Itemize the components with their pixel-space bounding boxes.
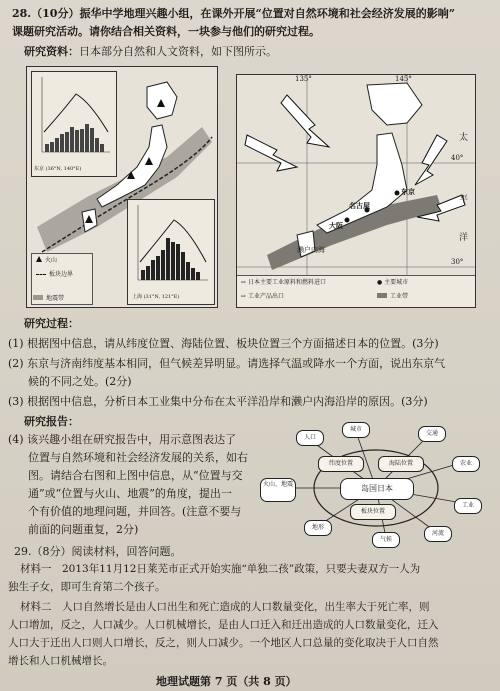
climate-chart-tokyo-svg [32,72,116,164]
temperature-curve [44,94,108,132]
question-4-line1: (4) 该兴趣小组在研究报告中，用示意图表达了 [8,433,237,446]
ocean-char-1: 太 [459,133,469,143]
diagram-inner-plate: 板块位置 [350,504,396,520]
q29-material1-line1: 材料一 2013年11月12日莱芜市正式开始实施“单独二孩”政策，只要夫妻双方一人为 [20,563,421,575]
diagram-outer-industry: 工业 [454,498,482,514]
q29-material2-line2: 人口增加，反之，人口减少。人口机械增长，是由人口迁入和迁出造成的人口数量变化，迁入 [8,619,439,631]
q29-material2-line1: 材料二 人口自然增长是由人口出生和死亡造成的人口数量变化，出生率大于死亡率，则 [20,601,430,613]
ocean-char-2: 平 [459,195,469,205]
q29-material2-line4: 增长和人口机械增长。 [8,655,113,667]
climate1-label: 东京 (36°N, 140°E) [34,166,82,172]
legend-import: 日本主要工业原料和燃料进口 [247,279,326,286]
page-footer: 地理试题第 7 页（共 8 页） [156,675,297,688]
lon-label-135: 135° [295,75,312,83]
report-title: 研究报告： [24,415,79,428]
climate-chart-tokyo [31,71,117,177]
volcano-legend-icon [36,256,42,262]
seismic-legend-icon [33,295,43,300]
climate2-label: 上海 (31°N, 121°E) [132,294,180,300]
diagram-outer-city: 城市 [342,422,370,438]
diagram-outer-volcano-earthquake: 火山、地震 [260,478,296,502]
import-arrow [281,95,329,147]
q29-material1-line2: 独生子女，即可生育第二个孩子。 [8,581,166,593]
concept-diagram [258,422,494,552]
question-4-line5: 个有价值的地理问题，并回答。(注意不要与 [28,505,242,518]
city-nagoya: 名古屋 [349,201,370,210]
ocean-char-3: 洋 [459,233,469,243]
legend-volcano: 火山 [45,257,58,264]
question-2-line1: (2) 东京与济南纬度基本相同，但气候差异明显。请选择气温或降水一个方面，说出东京气 [8,357,446,370]
legend-export: 工业产品出口 [247,293,284,300]
question-1: (1) 根据图中信息，请从纬度位置、海陆位置、板块位置三个方面描述日本的位置。(3分) [8,337,439,350]
diagram-outer-population: 人口 [296,430,324,446]
diagram-outer-transport: 交通 [418,426,446,442]
climate-chart-shanghai [127,199,215,305]
diagram-outer-agriculture: 农业 [452,456,480,472]
legend-industrial-belt: 工业带 [390,293,409,300]
industry-legend-icon [377,293,387,298]
city-tokyo: 东京 [401,187,415,196]
diagram-outer-climate: 气候 [372,532,400,548]
question-4-line4: 通”或“位置与火山、地震”的角度，提出一 [28,487,232,500]
diagram-inner-sea-land: 海陆位置 [378,456,424,472]
q28-intro-line2: 课题研究活动。请你结合相关资料，一块参与他们的研究过程。 [12,25,320,38]
q29-material2-line3: 人口大于迁出人口则人口增长，反之，则人口减少。一个地区人口总量的变化取决于人口自然 [8,637,439,649]
legend-seismic-belt: 地震带 [46,295,65,302]
japan-natural-map [26,66,218,308]
japan-industry-map [236,74,476,308]
plate-legend-icon [36,274,46,275]
japan-industry-map-svg [237,75,475,307]
question-4-line2: 位置与自然环境和社会经济发展的关系，如右 [28,451,248,464]
city-osaka: 大阪 [329,221,343,230]
right-map-legend: ⇨ 日本主要工业原料和燃料进口 ⇨ 工业产品出口 ● 主要城市 工业带 [237,275,475,308]
question-4-line3: 图。请结合右图和上图中信息，从“位置与交 [28,469,243,482]
hokkaido [367,83,422,125]
legend-city: 主要城市 [384,279,409,286]
legend-plate-boundary: 板块边界 [49,271,74,278]
diagram-inner-latitude: 纬度位置 [318,456,364,472]
diagram-center: 岛国日本 [340,478,414,500]
process-title: 研究过程： [24,317,79,330]
question-4-line6: 前面的问题重复，2分) [28,523,139,536]
hokkaido [147,82,177,119]
lat-label-40: 40° [451,154,464,162]
question-2-line2: 候的不同之处。(2分) [28,375,132,388]
export-arrow [415,135,447,185]
question-3: (3) 根据图中信息，分析日本工业集中分布在太平洋沿岸和濑户内海沿岸的原因。(3分) [8,395,428,408]
materials-title: 研究资料： [24,45,79,58]
lat-label-30: 30° [451,258,464,266]
q29-title: 29.（8分）阅读材料，回答问题。 [14,545,182,558]
diagram-outer-river: 河流 [424,526,452,542]
import-arrow [245,135,297,171]
lon-label-145: 145° [395,75,412,83]
city-dot [345,218,350,223]
materials-text: 日本部分自然和人文资料，如下图所示。 [79,45,277,58]
q28-intro-line1: 28.（10分）振华中学地理兴趣小组，在课外开展“位置对自然环境和社会经济发展的影响” [12,7,456,20]
sea-label: 濑户内海 [297,246,325,254]
climate-chart-shanghai-svg [128,200,214,292]
city-dot [395,191,400,196]
diagram-outer-terrain: 地形 [304,520,332,536]
